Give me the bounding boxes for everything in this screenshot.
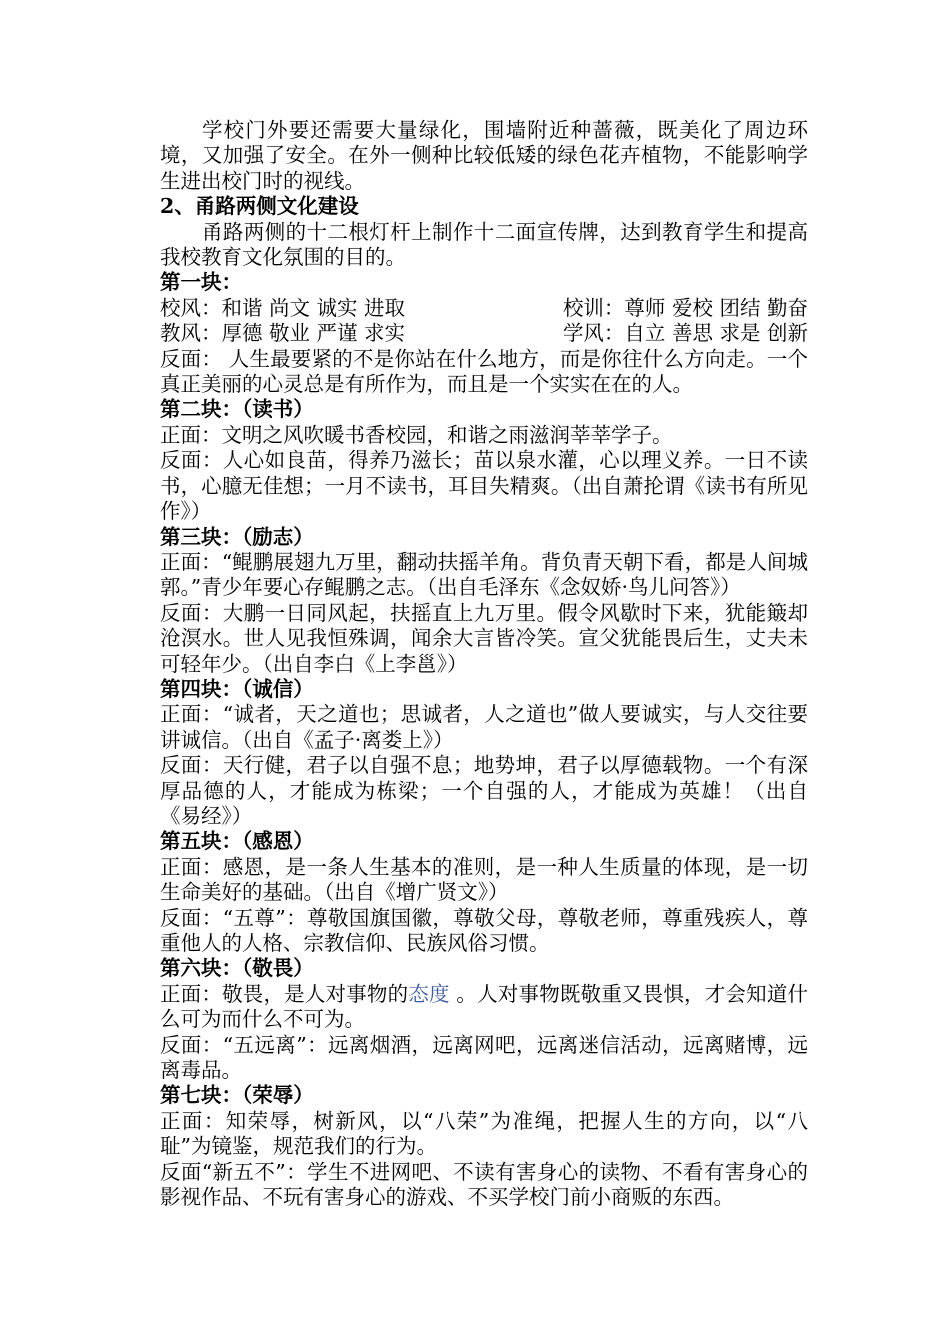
block-3-front: 正面：“鲲鹏展翅九万里，翻动扶摇羊角。背负青天朝下看，都是人间城郭。”青少年要心存鲲鹏之志。（出自毛泽东《念奴娇·鸟儿问答》） [160, 549, 808, 600]
block-7-heading: 第七块：（荣辱） [160, 1083, 314, 1108]
motto-row-2 [160, 321, 808, 346]
block-7-front: 正面：知荣辱，树新风，以“八荣”为准绳，把握人生的方向，以“八耻”为镜鉴，规范我们的行为。 [160, 1108, 808, 1159]
block-5-front: 正面：感恩，是一条人生基本的准则，是一种人生质量的体现，是一切生命美好的基础。（出自《增广贤文》） [160, 854, 808, 905]
school-motto: 校训：尊师 爱校 团结 勤奋 [562, 295, 808, 320]
block-3-back: 反面：大鹏一日同风起，扶摇直上九万里。假令风歇时下来，犹能簸却沧溟水。世人见我恒殊调，闻余大言皆冷笑。宣父犹能畏后生，丈夫未可轻年少。（出自李白《上李邕》） [160, 600, 808, 676]
block-3-heading: 第三块：（励志） [160, 524, 314, 549]
block-2-heading: 第二块：（读书） [160, 397, 314, 422]
school-style-motto: 校风：和谐 尚文 诚实 进取 [160, 295, 406, 320]
block-6-back: 反面：“五远离”：远离烟酒，远离网吧，远离迷信活动，远离赌博，远离毒品。 [160, 1032, 808, 1083]
block-6-heading: 第六块：（敬畏） [160, 956, 314, 981]
motto-row-1 [160, 296, 808, 321]
block-7-back: 反面“新五不”：学生不进网吧、不读有害身心的读物、不看有害身心的影视作品、不玩有害身心的游戏、不买学校门前小商贩的东西。 [160, 1159, 808, 1210]
section-2-paragraph: 甬路两侧的十二根灯杆上制作十二面宣传牌，达到教育学生和提高我校教育文化氛围的目的。 [160, 219, 808, 270]
study-style-motto: 学风：自立 善思 求是 创新 [562, 321, 808, 346]
block-1-heading: 第一块： [160, 270, 242, 295]
block-2-front: 正面：文明之风吹暖书香校园，和谐之雨滋润莘莘学子。 [160, 422, 673, 447]
block-4-back: 反面：天行健，君子以自强不息；地势坤，君子以厚德载物。一个有深厚品德的人，才能成为栋梁；一个自强的人，才能成为英雄！（出自《易经》） [160, 753, 808, 828]
block-6-front [160, 982, 808, 1033]
document-page [160, 118, 808, 1210]
block-2-back: 反面：人心如良苗，得养乃滋长；苗以泉水灌，心以理义养。一日不读书，心臆无佳想；一月不读书，耳目失精爽。（出自萧抡谓《读书有所见作》） [160, 448, 808, 524]
attitude-link[interactable]: 态度 [408, 981, 450, 1006]
intro-paragraph: 学校门外要还需要大量绿化，围墙附近种蔷薇，既美化了周边环境，又加强了安全。在外一侧种比较低矮的绿色花卉植物，不能影响学生进出校门时的视线。 [160, 118, 808, 193]
block-5-back: 反面：“五尊”：尊敬国旗国徽，尊敬父母，尊敬老师，尊重残疾人，尊重他人的人格、宗教信仰、民族风俗习惯。 [160, 905, 808, 955]
block-6-front-start: 正面：敬畏，是人对事物的 [160, 981, 409, 1006]
block-5-heading: 第五块：（感恩） [160, 829, 314, 854]
block-1-back: 反面： 人生最要紧的不是你站在什么地方，而是你往什么方向走。一个真正美丽的心灵总是有所作为，而且是一个实实在在的人。 [160, 346, 808, 397]
block-6-front-end: 。人对事物既敬重又畏惧，才会知道什么可为而什么不可为。 [160, 981, 809, 1032]
section-2-heading: 2、甬路两侧文化建设 [160, 194, 359, 219]
block-4-front: 正面：“诚者，天之道也；思诚者，人之道也”做人要诚实，与人交往要讲诚信。（出自《孟子·离娄上》） [160, 702, 808, 752]
teaching-style-motto: 教风：厚德 敬业 严谨 求实 [160, 321, 406, 346]
block-4-heading: 第四块：（诚信） [160, 676, 314, 701]
